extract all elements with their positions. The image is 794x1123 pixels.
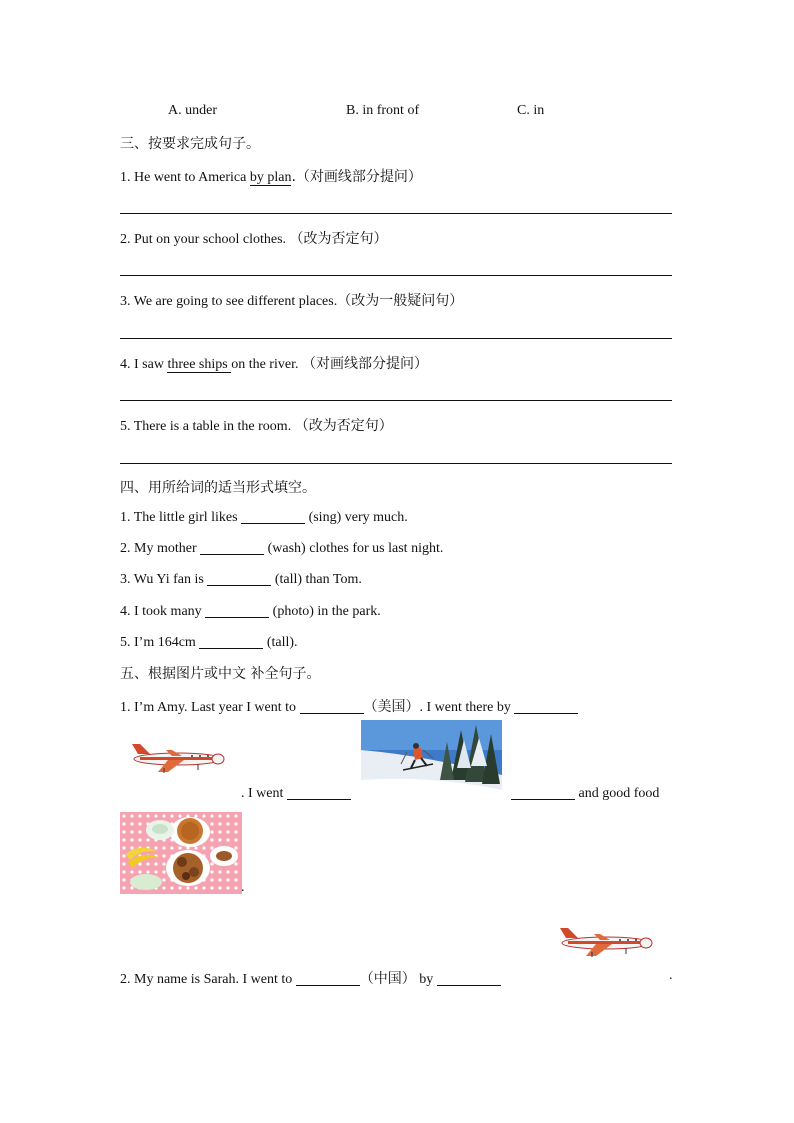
- answer-line[interactable]: [120, 275, 672, 276]
- blank[interactable]: [300, 699, 364, 714]
- s4-q1-pre: 1. The little girl likes: [120, 510, 242, 525]
- answer-line[interactable]: [120, 213, 672, 214]
- s4-q3-pre: 3. Wu Yi fan is: [120, 572, 208, 587]
- blank[interactable]: [207, 571, 271, 586]
- s4-q3-post: (tall) than Tom.: [271, 572, 362, 587]
- s5-q2-mid: by: [415, 972, 437, 987]
- s5-q2-end-period: .: [669, 968, 673, 983]
- s4-q2-post: (wash) clothes for us last night.: [264, 541, 444, 556]
- s5-question-1-line-1: [120, 696, 578, 716]
- s3-q2-text: 2. Put on your school clothes. （改为否定句）: [120, 232, 388, 247]
- blank[interactable]: [241, 509, 305, 524]
- s4-question-2: [120, 540, 443, 557]
- s4-q5-post: (tall).: [263, 635, 298, 650]
- s4-question-3: [120, 571, 362, 588]
- s3-question-4: [120, 353, 428, 373]
- s3-q4-underlined: three ships: [167, 357, 232, 372]
- s4-q4-pre: 4. I took many: [120, 604, 206, 619]
- s5-q1-part3: . I went: [241, 786, 287, 801]
- s3-q1-post: .（对画线部分提问）: [291, 169, 422, 185]
- s5-q2-cn-hint: （中国）: [359, 971, 416, 987]
- section-4-heading: 四、用所给词的适当形式填空。: [120, 480, 316, 496]
- s3-q4-pre: 4. I saw: [120, 357, 168, 372]
- s5-q1-part4: and good food: [575, 786, 660, 801]
- s5-q1-end-period: .: [241, 880, 245, 895]
- s5-q1-part2: . I went there by: [419, 700, 515, 715]
- blank[interactable]: [200, 540, 264, 555]
- option-a: A. under: [168, 103, 217, 118]
- blank[interactable]: [514, 699, 578, 714]
- s3-q1-underlined: by plan: [249, 170, 292, 185]
- blank[interactable]: [511, 785, 575, 800]
- s5-question-2: [120, 968, 501, 988]
- s4-q5-pre: 5. I’m 164cm: [120, 635, 200, 650]
- airplane-picture: [556, 926, 656, 960]
- blank[interactable]: [205, 603, 269, 618]
- section-3-heading: 三、按要求完成句子。: [120, 136, 260, 152]
- answer-line[interactable]: [120, 400, 672, 401]
- option-b: B. in front of: [346, 103, 420, 118]
- s4-question-5: [120, 634, 298, 651]
- s4-q2-pre: 2. My mother: [120, 541, 201, 556]
- s3-question-1: [120, 166, 422, 186]
- s4-q1-post: (sing) very much.: [305, 510, 408, 525]
- s5-question-1-line-2b: [511, 785, 659, 802]
- s3-q3-text: 3. We are going to see different places.（改为一般疑问句）: [120, 294, 464, 309]
- s4-question-4: [120, 603, 381, 620]
- blank[interactable]: [199, 634, 263, 649]
- s3-question-3: [120, 290, 463, 310]
- s3-q4-post: on the river. （对画线部分提问）: [231, 357, 428, 372]
- s5-q2-pre: 2. My name is Sarah. I went to: [120, 972, 296, 987]
- blank[interactable]: [287, 785, 351, 800]
- skiing-picture: [361, 720, 502, 797]
- airplane-picture: [128, 742, 228, 776]
- answer-line[interactable]: [120, 338, 672, 339]
- s5-q1-part1: 1. I’m Amy. Last year I went to: [120, 700, 300, 715]
- section-5-heading: 五、根据图片或中文 补全句子。: [120, 666, 321, 682]
- s3-question-2: [120, 228, 388, 248]
- blank[interactable]: [296, 971, 360, 986]
- blank[interactable]: [437, 971, 501, 986]
- s3-question-5: [120, 415, 393, 435]
- food-picture: [120, 812, 242, 894]
- s3-q5-text: 5. There is a table in the room. （改为否定句）: [120, 419, 393, 434]
- option-c: C. in: [517, 103, 545, 118]
- s4-q4-post: (photo) in the park.: [269, 604, 381, 619]
- s5-q1-cn-hint: （美国）: [363, 699, 420, 715]
- s4-question-1: [120, 509, 408, 526]
- s5-question-1-line-2: [241, 785, 351, 802]
- answer-line[interactable]: [120, 463, 672, 464]
- s3-q1-pre: 1. He went to America: [120, 170, 250, 185]
